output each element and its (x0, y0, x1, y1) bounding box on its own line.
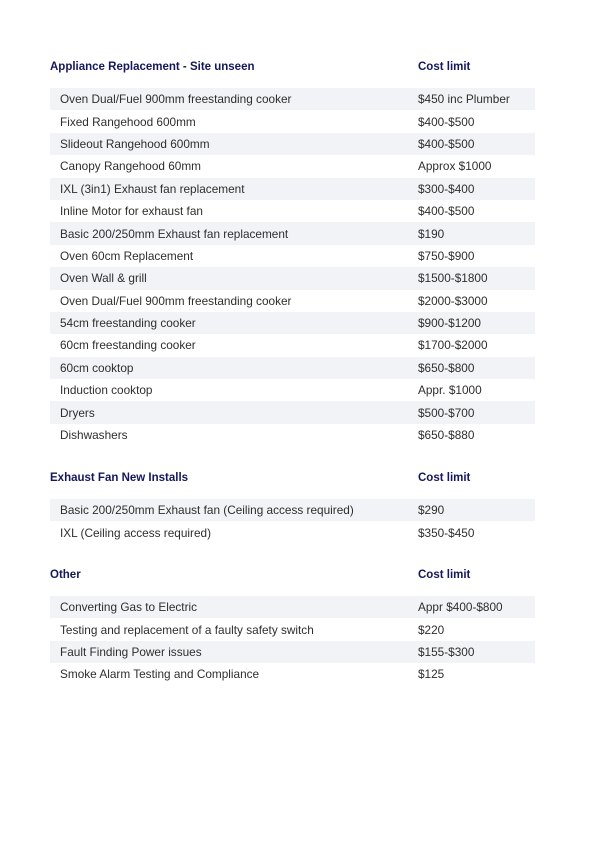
item-cost: $220 (418, 622, 445, 637)
section-title: Exhaust Fan New Installs (50, 472, 189, 484)
section-exhaust-fan-new-installs (50, 469, 535, 544)
item-cost: $125 (418, 667, 445, 682)
item-name: 54cm freestanding cooker (60, 316, 196, 331)
cost-table (50, 88, 535, 446)
item-cost: $155-$300 (418, 644, 475, 659)
item-cost: $2000-$3000 (418, 293, 488, 308)
item-cost: $750-$900 (418, 248, 475, 263)
item-name: Inline Motor for exhaust fan (60, 204, 203, 219)
item-cost: $450 inc Plumber (418, 92, 510, 107)
item-name: IXL (Ceiling access required) (60, 525, 212, 540)
item-cost: Appr $400-$800 (418, 600, 503, 615)
cost-table (50, 596, 535, 686)
section-title: Appliance Replacement - Site unseen (50, 61, 255, 73)
table-row (50, 596, 535, 618)
item-name: Testing and replacement of a faulty safety switch (60, 622, 314, 637)
item-cost: $190 (418, 226, 445, 241)
table-row (50, 290, 535, 312)
table-row (50, 200, 535, 222)
table-row (50, 521, 535, 543)
table-row (50, 133, 535, 155)
item-cost: Approx $1000 (418, 159, 492, 174)
table-row (50, 312, 535, 334)
item-name: Oven Dual/Fuel 900mm freestanding cooker (60, 293, 292, 308)
item-name: IXL (3in1) Exhaust fan replacement (60, 181, 245, 196)
table-row (50, 110, 535, 132)
table-row (50, 663, 535, 685)
table-row (50, 379, 535, 401)
item-cost: $400-$500 (418, 204, 475, 219)
item-name: Oven Wall & grill (60, 271, 147, 286)
item-name: Dryers (60, 405, 95, 420)
item-cost: $650-$880 (418, 428, 475, 443)
item-name: Induction cooktop (60, 383, 153, 398)
table-row (50, 178, 535, 200)
item-cost: $1500-$1800 (418, 271, 488, 286)
section-other (50, 566, 535, 686)
item-cost: $290 (418, 503, 445, 518)
table-row (50, 401, 535, 423)
item-name: Converting Gas to Electric (60, 600, 198, 615)
section-header (50, 58, 535, 76)
item-name: Oven 60cm Replacement (60, 248, 194, 263)
item-cost: $900-$1200 (418, 316, 481, 331)
item-name: 60cm cooktop (60, 360, 134, 375)
item-cost: $500-$700 (418, 405, 475, 420)
table-row (50, 155, 535, 177)
item-name: Basic 200/250mm Exhaust fan replacement (60, 226, 289, 241)
item-name: Oven Dual/Fuel 900mm freestanding cooker (60, 92, 292, 107)
item-name: Dishwashers (60, 428, 128, 443)
item-cost: $350-$450 (418, 525, 475, 540)
item-name: 60cm freestanding cooker (60, 338, 196, 353)
table-row (50, 88, 535, 110)
section-header (50, 566, 535, 584)
cost-limit-header: Cost limit (418, 472, 471, 484)
item-cost: Appr. $1000 (418, 383, 482, 398)
cost-limit-header: Cost limit (418, 61, 471, 73)
item-name: Smoke Alarm Testing and Compliance (60, 667, 260, 682)
table-row (50, 334, 535, 356)
table-row (50, 222, 535, 244)
table-row (50, 424, 535, 446)
cost-table (50, 499, 535, 544)
table-row (50, 267, 535, 289)
table-row (50, 357, 535, 379)
cost-limit-header: Cost limit (418, 569, 471, 581)
item-name: Basic 200/250mm Exhaust fan (Ceiling access required) (60, 503, 354, 518)
item-name: Slideout Rangehood 600mm (60, 136, 210, 151)
item-name: Fixed Rangehood 600mm (60, 114, 196, 129)
item-cost: $400-$500 (418, 136, 475, 151)
table-row (50, 641, 535, 663)
section-title: Other (50, 569, 81, 581)
table-row (50, 618, 535, 640)
section-appliance-replacement (50, 58, 535, 446)
table-row (50, 499, 535, 521)
item-name: Fault Finding Power issues (60, 644, 202, 659)
table-row (50, 245, 535, 267)
item-cost: $1700-$2000 (418, 338, 488, 353)
item-cost: $650-$800 (418, 360, 475, 375)
section-header (50, 469, 535, 487)
item-cost: $300-$400 (418, 181, 475, 196)
item-cost: $400-$500 (418, 114, 475, 129)
item-name: Canopy Rangehood 60mm (60, 159, 201, 174)
